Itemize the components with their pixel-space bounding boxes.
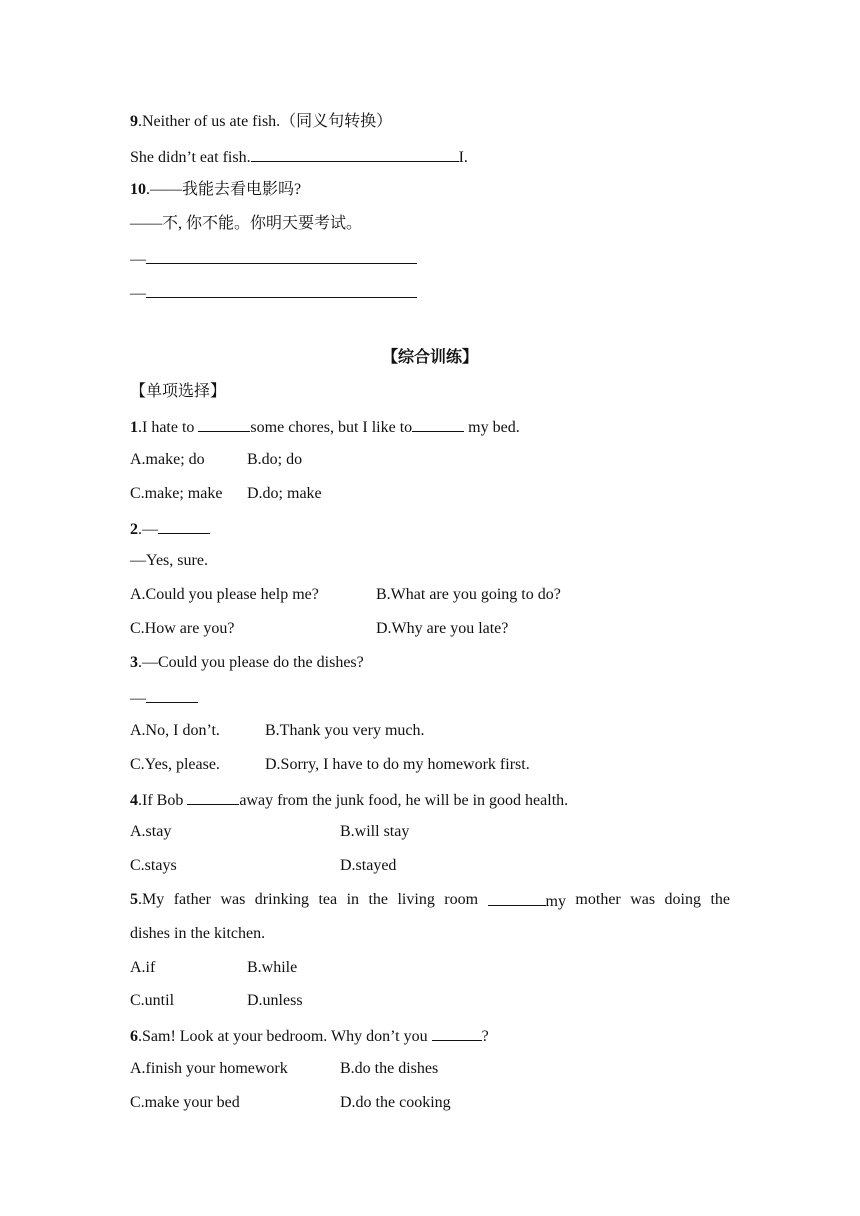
option-c[interactable]: C.make your bed: [130, 1094, 240, 1111]
question-2-reply: —Yes, sure.: [130, 552, 208, 569]
question-text: .Sam! Look at your bedroom. Why don’t you: [138, 1028, 432, 1045]
question-text: .Neither of us ate fish.（同义句转换）: [138, 113, 393, 130]
question-9-answer-line: [130, 146, 468, 168]
question-word: .My: [138, 891, 165, 908]
option-d[interactable]: D.Why are you late?: [376, 620, 509, 637]
option-b[interactable]: B.do; do: [247, 451, 303, 468]
question-number: 1: [130, 419, 138, 436]
dash: —: [130, 285, 146, 302]
question-text: some chores, but I like to: [250, 419, 413, 436]
question-word: in: [346, 891, 360, 908]
option-d[interactable]: D.Sorry, I have to do my homework first.: [265, 756, 530, 773]
option-d[interactable]: D.do the cooking: [340, 1094, 451, 1111]
answer-suffix: I.: [458, 149, 468, 166]
question-10-line-2: [130, 214, 362, 234]
option-b[interactable]: B.will stay: [340, 823, 410, 840]
answer-blank[interactable]: [146, 687, 198, 703]
dash: —: [130, 251, 146, 268]
answer-blank[interactable]: [158, 518, 210, 534]
question-text: away from the junk food, he will be in good health.: [239, 792, 569, 809]
option-c[interactable]: C.How are you?: [130, 620, 235, 637]
question-text: ?: [481, 1028, 489, 1045]
question-text: .—Could you please do the dishes?: [138, 654, 364, 671]
option-c[interactable]: C.make; make: [130, 485, 223, 502]
question-text: my bed.: [464, 419, 520, 436]
option-a[interactable]: A.No, I don’t.: [130, 722, 220, 739]
option-b[interactable]: B.while: [247, 959, 298, 976]
question-word: drinking: [254, 891, 310, 908]
option-a[interactable]: A.finish your homework: [130, 1060, 288, 1077]
option-a[interactable]: A.make; do: [130, 451, 205, 468]
question-number: 5: [130, 891, 138, 908]
question-1: [130, 416, 520, 438]
question-text: .If Bob: [138, 792, 188, 809]
option-c[interactable]: C.until: [130, 992, 175, 1009]
question-number: 2: [130, 521, 138, 538]
section-title: 【综合训练】: [381, 349, 478, 366]
question-3: [130, 653, 364, 673]
question-3-answer: [130, 687, 198, 709]
question-10-answer-2: [130, 282, 417, 304]
answer-blank[interactable]: [187, 789, 239, 805]
question-number: 10: [130, 181, 146, 198]
option-a[interactable]: A.Could you please help me?: [130, 586, 319, 603]
question-word: room: [444, 891, 479, 908]
option-c[interactable]: C.stays: [130, 857, 177, 874]
question-word: living: [397, 891, 435, 908]
answer-blank[interactable]: [146, 282, 417, 298]
question-number: 9: [130, 113, 138, 130]
question-10: [130, 180, 301, 200]
question-2: [130, 518, 210, 540]
answer-blank[interactable]: [146, 248, 417, 264]
answer-blank[interactable]: [198, 416, 250, 432]
question-word: my: [545, 893, 566, 910]
answer-blank[interactable]: [251, 146, 459, 162]
answer-blank[interactable]: [412, 416, 464, 432]
question-word: was: [220, 891, 246, 908]
question-word: the: [710, 891, 730, 908]
option-d[interactable]: D.do; make: [247, 485, 322, 502]
dash: —: [130, 690, 146, 707]
question-word: the: [368, 891, 389, 908]
option-b[interactable]: B.do the dishes: [340, 1060, 439, 1077]
option-a[interactable]: A.stay: [130, 823, 172, 840]
answer-blank[interactable]: [488, 890, 546, 906]
question-text: .——我能去看电影吗?: [146, 181, 302, 198]
answer-prefix: She didn’t eat fish.: [130, 149, 251, 166]
question-word: tea: [318, 891, 338, 908]
section-subtitle: 【单项选择】: [130, 383, 227, 400]
option-c[interactable]: C.Yes, please.: [130, 756, 220, 773]
question-word: mother: [575, 891, 621, 908]
question-word: doing: [664, 891, 701, 908]
question-10-answer-1: [130, 248, 417, 270]
question-text: .I hate to: [138, 419, 199, 436]
answer-blank[interactable]: [432, 1025, 482, 1041]
question-text: ——不, 你不能。你明天要考试。: [130, 215, 363, 232]
question-word: was: [630, 891, 656, 908]
question-number: 4: [130, 792, 138, 809]
question-9: [130, 112, 392, 132]
question-number: 6: [130, 1028, 138, 1045]
question-6: [130, 1025, 489, 1047]
option-b[interactable]: B.What are you going to do?: [376, 586, 561, 603]
question-5-line-2: dishes in the kitchen.: [130, 925, 266, 942]
question-word: father: [173, 891, 211, 908]
option-d[interactable]: D.unless: [247, 992, 303, 1009]
question-number: 3: [130, 654, 138, 671]
question-4: [130, 789, 568, 811]
option-d[interactable]: D.stayed: [340, 857, 397, 874]
question-text: .—: [138, 521, 158, 538]
option-a[interactable]: A.if: [130, 959, 156, 976]
option-b[interactable]: B.Thank you very much.: [265, 722, 425, 739]
question-5: [130, 890, 730, 912]
